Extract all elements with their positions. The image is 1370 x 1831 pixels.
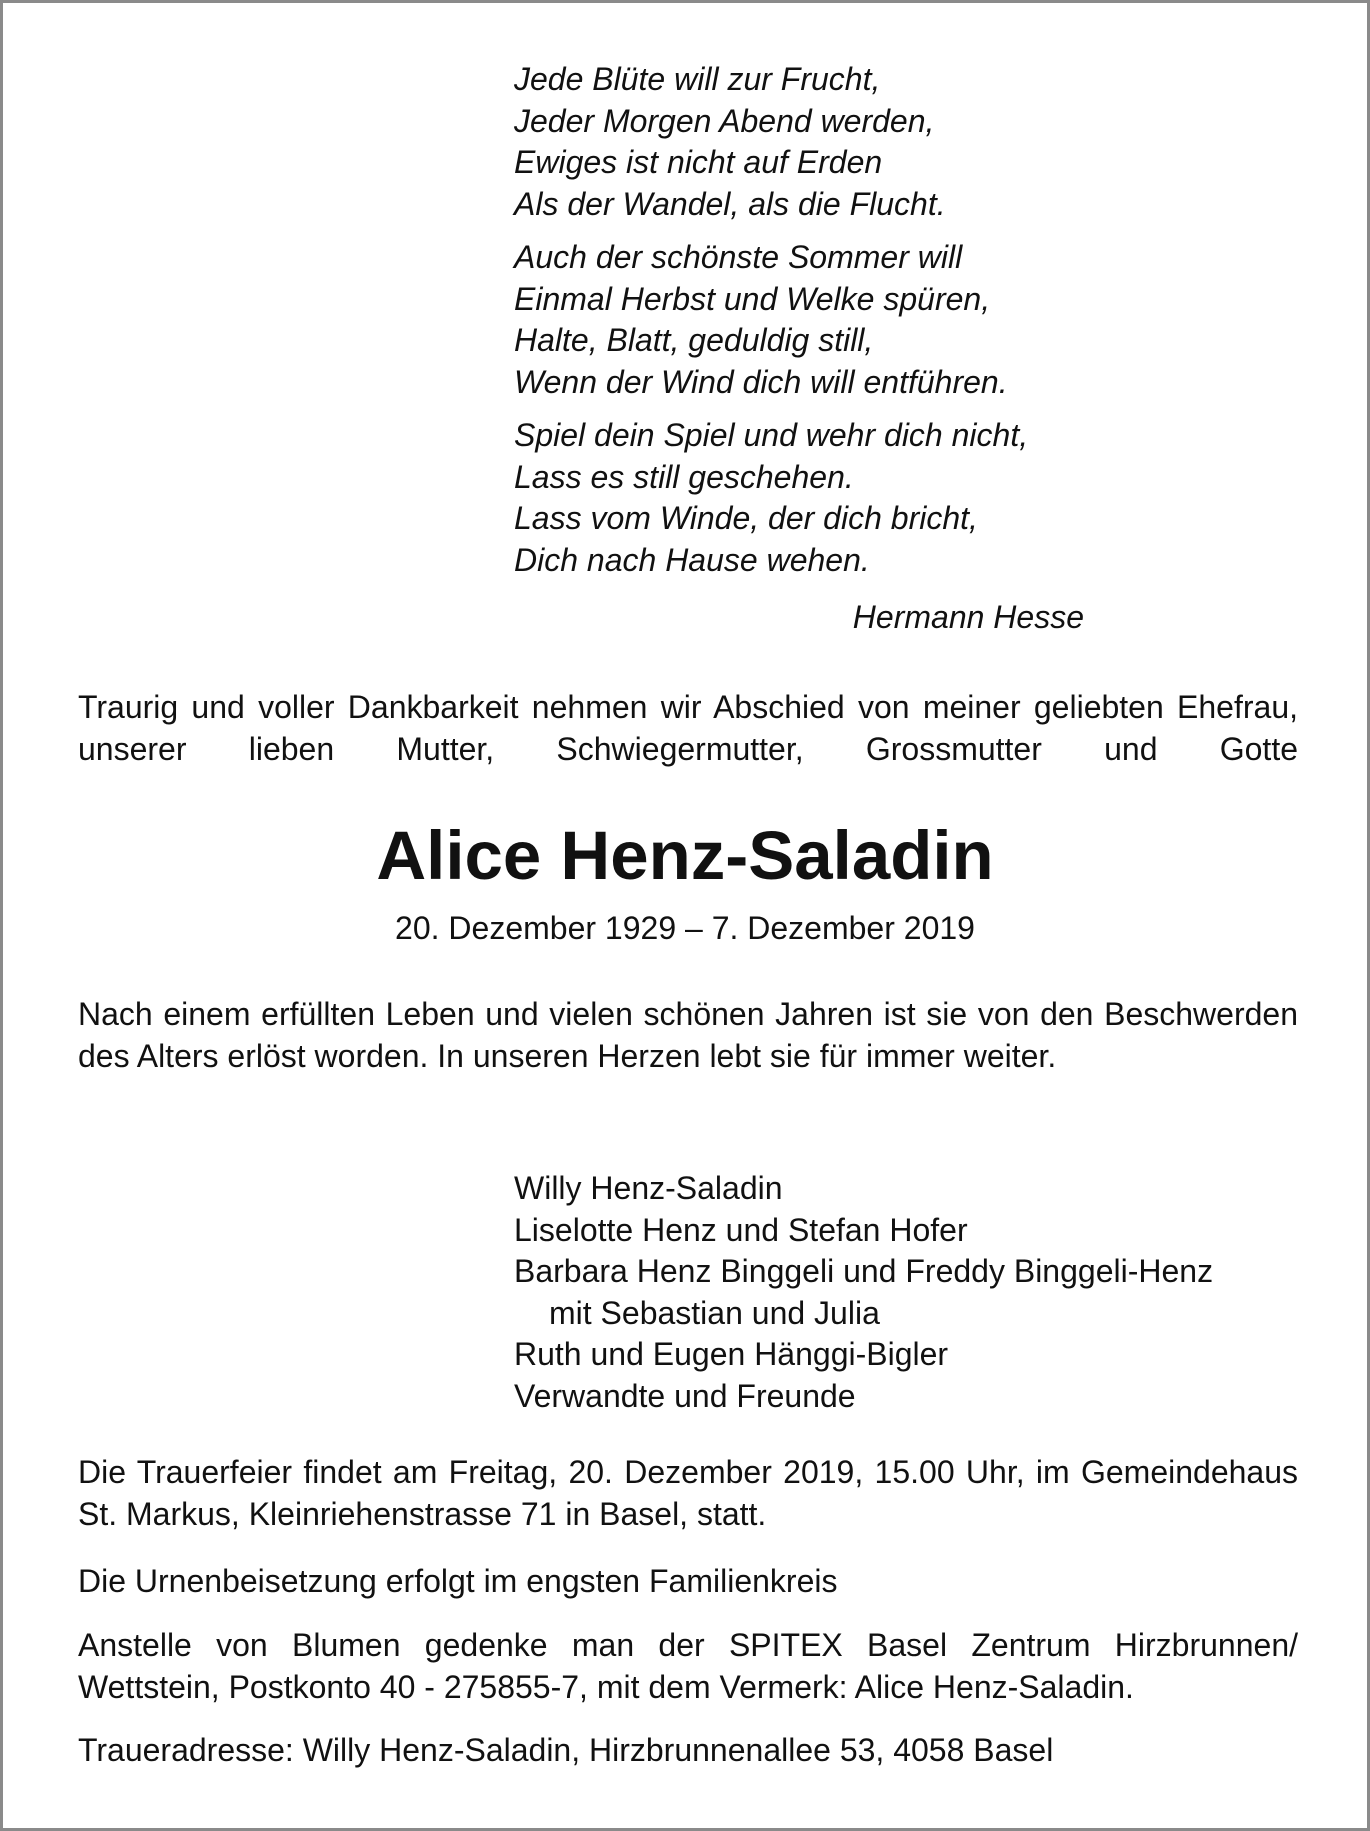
poem-line: Ewiges ist nicht auf Erden <box>514 144 883 180</box>
mourner-entry: Barbara Henz Binggeli und Freddy Binggeli-Henz <box>514 1253 1214 1289</box>
poem-stanza <box>514 415 1094 581</box>
poem-line: Spiel dein Spiel und wehr dich nicht, <box>514 417 1029 453</box>
mourner-entry: Willy Henz-Saladin <box>514 1170 783 1206</box>
mourner-entry: Liselotte Henz und Stefan Hofer <box>514 1211 968 1248</box>
poem-line: Halte, Blatt, geduldig still, <box>514 322 874 358</box>
donation-paragraph: Anstelle von Blumen gedenke man der SPITEX Basel Zentrum Hirzbrunnen/ Wettstein, Postkonto 40 - 275855-7, mit dem Vermerk: Alice Henz-Saladin. <box>78 1627 1298 1705</box>
mourner-entry: mit Sebastian und Julia <box>549 1294 880 1331</box>
poem-line: Als der Wandel, als die Flucht. <box>514 185 946 222</box>
poem-line: Lass es still geschehen. <box>514 458 854 495</box>
poem-stanza <box>514 237 1094 403</box>
poem-stanza <box>514 59 1094 225</box>
poem-author: Hermann Hesse <box>852 599 1084 635</box>
deceased-name: Alice Henz-Saladin <box>376 817 994 894</box>
poem-line: Einmal Herbst und Welke spüren, <box>514 280 991 317</box>
poem-line: Dich nach Hause wehen. <box>514 541 870 578</box>
poem-line: Jede Blüte will zur Frucht, <box>514 61 881 97</box>
funeral-service-paragraph: Die Trauerfeier findet am Freitag, 20. Dezember 2019, 15.00 Uhr, im Gemeindehaus St. Markus, Kleinriehenstrasse 71 in Basel, statt. <box>78 1454 1298 1532</box>
poem-line: Auch der schönste Sommer will <box>514 239 963 275</box>
life-dates: 20. Dezember 1929 – 7. Dezember 2019 <box>395 910 975 946</box>
mourners-list <box>514 1168 1213 1417</box>
intro-paragraph <box>78 687 1298 771</box>
mourner-entry: Verwandte und Freunde <box>514 1377 856 1414</box>
poem-line: Wenn der Wind dich will entführen. <box>514 363 1008 400</box>
poem-line: Lass vom Winde, der dich bricht, <box>514 500 978 536</box>
tribute-paragraph: Nach einem erfüllten Leben und vielen schönen Jahren ist sie von den Beschwerden des Alters erlöst worden. In unseren Herzen lebt sie für immer weiter. <box>78 996 1298 1074</box>
urn-burial-paragraph: Die Urnenbeisetzung erfolgt im engsten Familienkreis <box>78 1563 838 1599</box>
intro-text: Traurig und voller Dankbarkeit nehmen wir Abschied von meiner geliebten Ehefrau, unserer lieben Mutter, Schwiegermutter, Grossmutter und Gotte <box>78 689 1298 767</box>
poem-line: Jeder Morgen Abend werden, <box>514 102 935 139</box>
poem <box>514 59 1094 593</box>
mourner-entry: Ruth und Eugen Hänggi-Bigler <box>514 1336 949 1372</box>
mourning-address: Traueradresse: Willy Henz-Saladin, Hirzbrunnenallee 53, 4058 Basel <box>78 1732 1054 1768</box>
